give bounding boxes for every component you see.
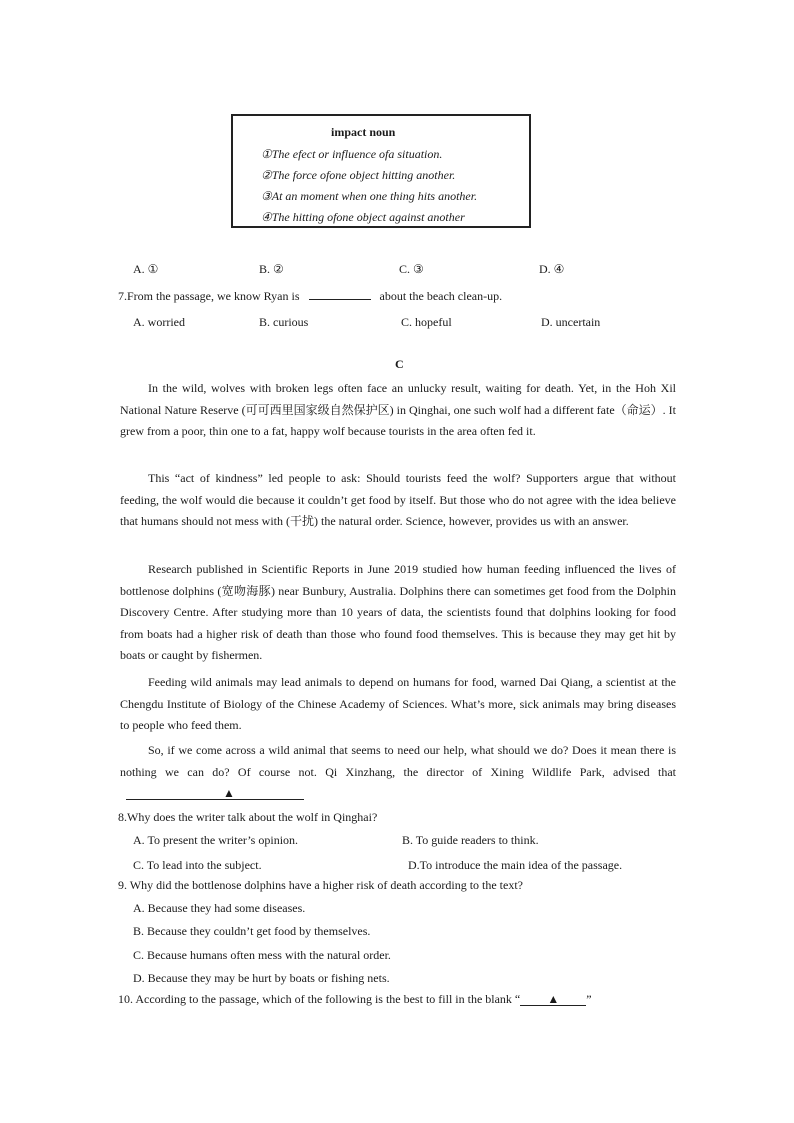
q7-option-c: C. hopeful	[401, 315, 452, 329]
q10-blank-marker: ▲	[547, 992, 560, 1006]
dictionary-sense-2: ②The force ofone object hitting another.	[261, 168, 456, 182]
passage-paragraph-3: Research published in Scientific Reports in June 2019 studied how human feeding influenced the lives of bottlenose dolphins (宽吻海豚) near Bunbury, Australia. Dolphins there can sometimes get food from the Dolphin Discovery Centre. After studying more than 10 years of data, the scientists found that dolphins looking for food from boats had a higher risk of death than those who found food themselves. This is because they may get hit by boats or caught by fishermen.	[120, 562, 676, 662]
passage-paragraph-5-text: So, if we come across a wild animal that seems to need our help, what should we do? Does it mean there is nothing we can do? Of course not. Qi Xinzhang, the director of Xining Wildlife Park, advised that	[120, 743, 676, 779]
dictionary-sense-4: ④The hitting ofone object against another	[261, 210, 465, 224]
q8-stem: 8.Why does the writer talk about the wolf in Qinghai?	[118, 810, 378, 824]
q7-answer-blank	[309, 299, 371, 300]
dictionary-entry-box	[231, 114, 531, 228]
q10-stem-close: ”	[586, 992, 592, 1006]
dictionary-sense-3: ③At an moment when one thing hits another.	[261, 189, 478, 203]
passage-paragraph-4: Feeding wild animals may lead animals to depend on humans for food, warned Dai Qiang, a scientist at the Chengdu Institute of Biology of the Chinese Academy of Sciences. What’s more, sick animals may bring diseases to people who feed them.	[120, 675, 676, 732]
q7-stem	[118, 289, 502, 304]
dictionary-headword: impact noun	[331, 125, 396, 139]
dictionary-sense-1: ①The efect or influence ofa situation.	[261, 147, 443, 161]
q9-option-d: D. Because they may be hurt by boats or fishing nets.	[133, 971, 390, 985]
q9-option-b: B. Because they couldn’t get food by themselves.	[133, 924, 371, 938]
section-label: C	[395, 357, 404, 371]
q8-option-a: A. To present the writer’s opinion.	[133, 833, 299, 847]
passage-paragraph-1: In the wild, wolves with broken legs often face an unlucky result, waiting for death. Yet, in the Hoh Xil National Nature Reserve (可可西里国家级自然保护区) in Qinghai, one such wolf had a different fate（命运）. It grew from a poor, thin one to a fat, happy wolf because tourists in the area often fed it.	[120, 381, 676, 438]
q6-option-d: D. ④	[539, 262, 565, 276]
q8-option-c: C. To lead into the subject.	[133, 858, 262, 872]
q10-quoted-blank	[520, 993, 586, 1006]
passage-answer-blank	[126, 787, 304, 800]
passage-paragraph-5	[120, 740, 676, 805]
q6-option-c: C. ③	[399, 262, 424, 276]
q8-option-d: D.To introduce the main idea of the passage.	[408, 858, 623, 872]
q9-option-c: C. Because humans often mess with the natural order.	[133, 948, 391, 962]
q6-option-a: A. ①	[133, 262, 159, 276]
q6-option-b: B. ②	[259, 262, 284, 276]
q9-option-a: A. Because they had some diseases.	[133, 901, 306, 915]
q7-option-d: D. uncertain	[541, 315, 601, 329]
passage-paragraph-2: This “act of kindness” led people to ask: Should tourists feed the wolf? Supporters argue that without feeding, the wolf would die because it couldn’t get food by itself. But those who do not agree with the idea believe that humans should not mess with (干扰) the natural order. Science, however, provides us with an answer.	[120, 471, 676, 528]
q10-stem-text: 10. According to the passage, which of the following is the best to fill in the blank “	[118, 992, 521, 1006]
q9-stem: 9. Why did the bottlenose dolphins have a higher risk of death according to the text?	[118, 878, 524, 892]
blank-marker: ▲	[223, 786, 235, 800]
q7-option-a: A. worried	[133, 315, 185, 329]
q8-option-b: B. To guide readers to think.	[402, 833, 539, 847]
q7-stem-before: 7.From the passage, we know Ryan is	[118, 289, 300, 303]
q7-stem-after: about the beach clean-up.	[379, 289, 503, 303]
q7-option-b: B. curious	[259, 315, 309, 329]
q10-stem	[118, 992, 592, 1007]
